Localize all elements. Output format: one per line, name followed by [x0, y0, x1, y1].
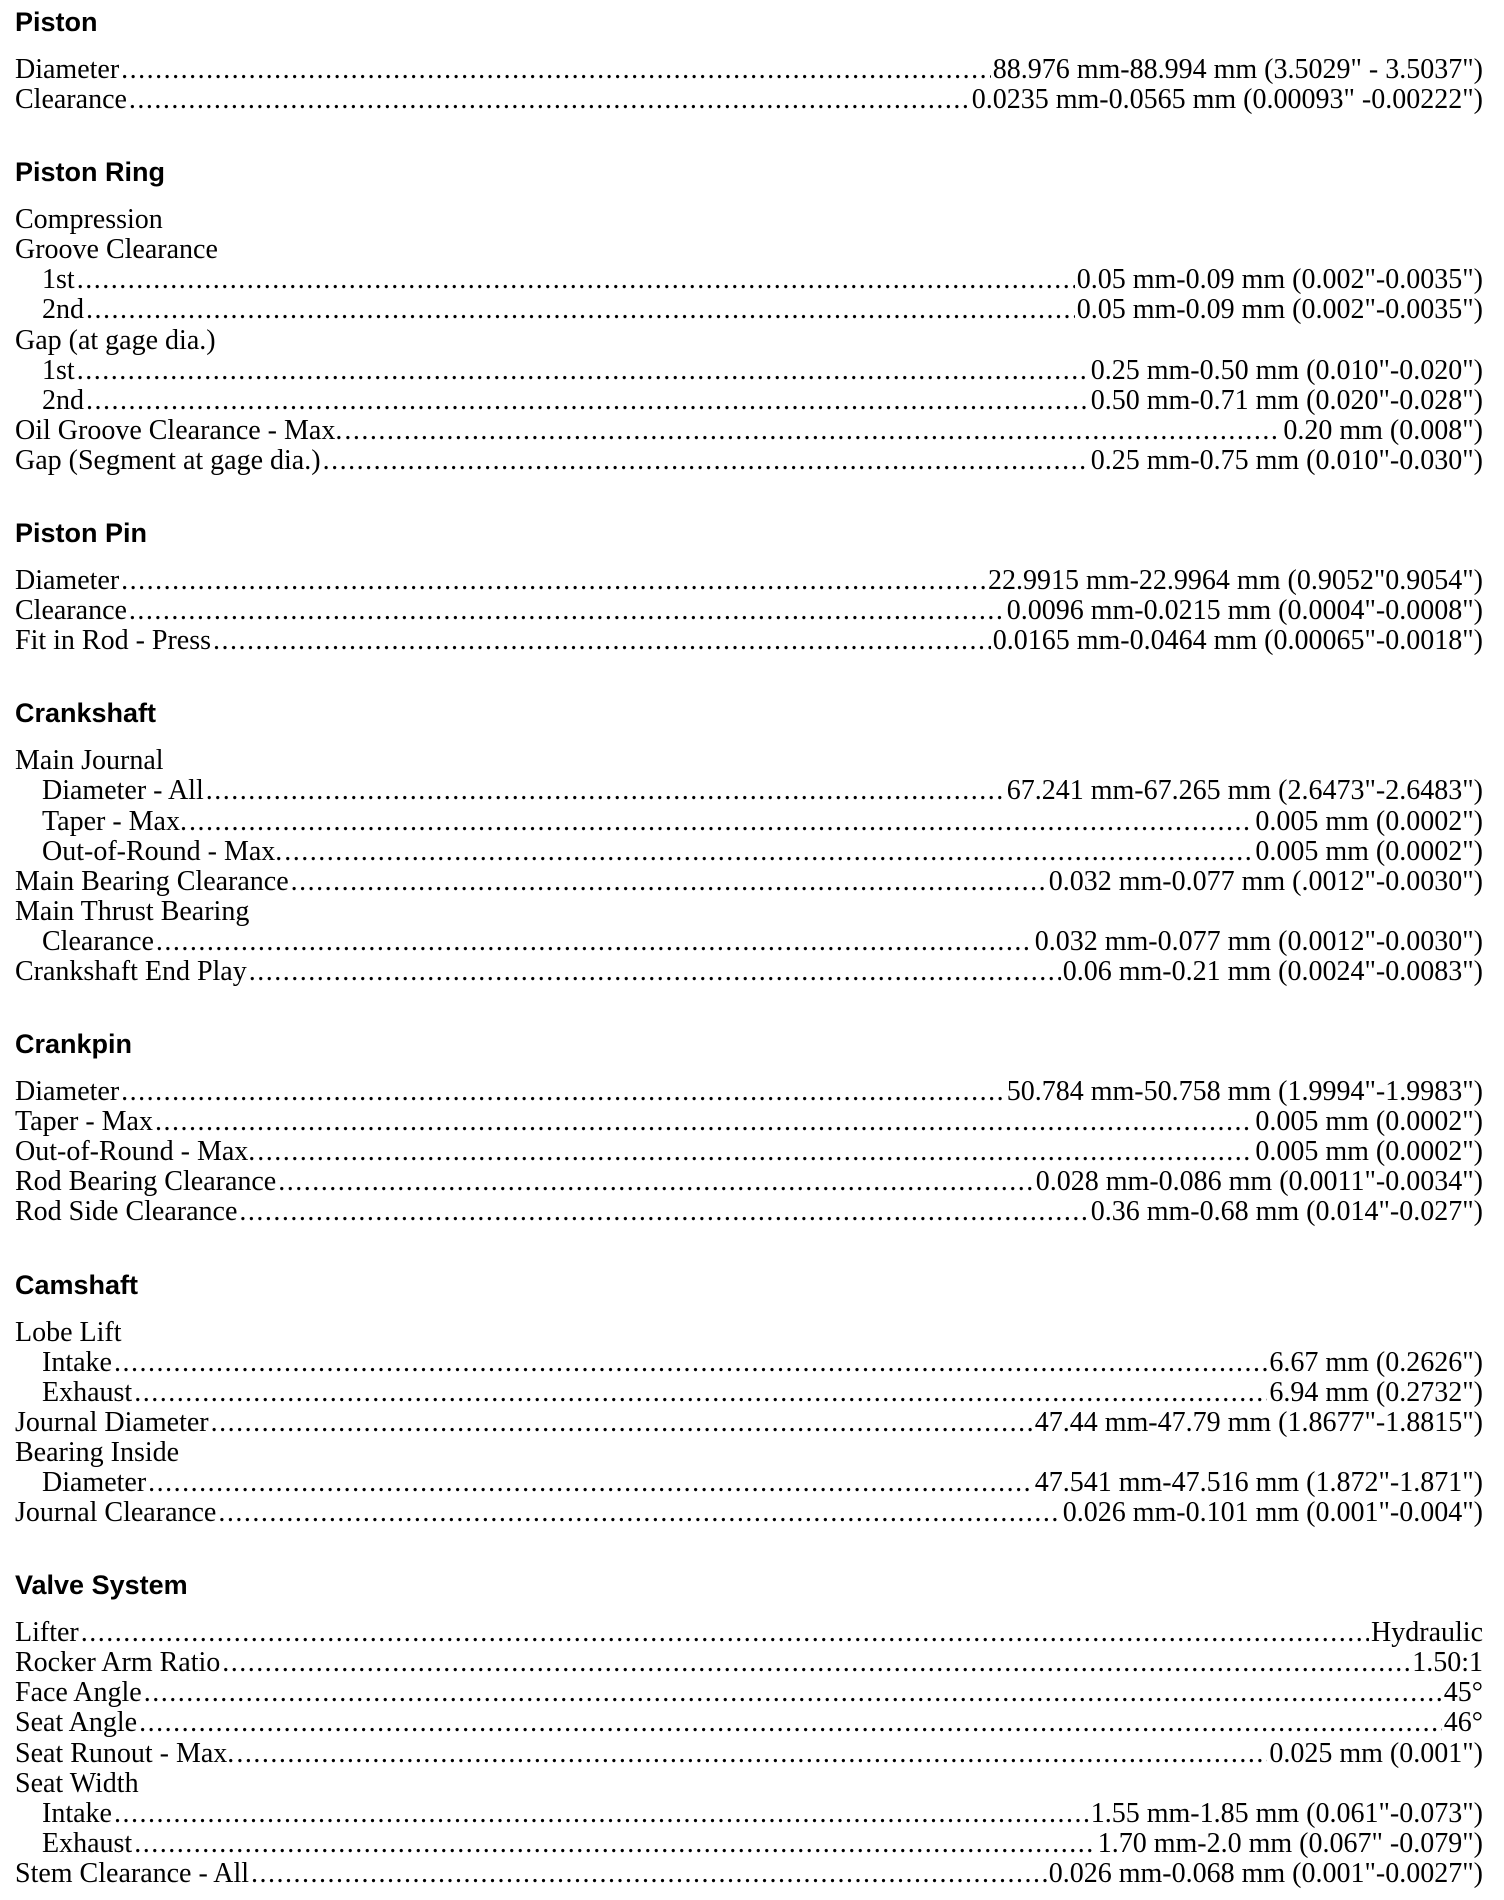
spec-value: 45° — [1443, 1677, 1483, 1709]
spec-row — [15, 1077, 1483, 1107]
spec-subheading — [15, 746, 1483, 776]
dot-leader — [77, 356, 1089, 386]
spec-label: Out-of-Round - Max. — [42, 835, 283, 867]
spec-row — [15, 446, 1483, 476]
spec-label: Crankshaft End Play — [15, 955, 247, 987]
spec-row — [15, 776, 1483, 806]
spec-row — [15, 1618, 1483, 1648]
spec-label: Rocker Arm Ratio — [15, 1647, 221, 1679]
spec-row — [15, 1739, 1483, 1769]
spec-value: 0.032 mm-0.077 mm (0.0012"-0.0030") — [1034, 925, 1483, 957]
dot-leader — [86, 386, 1089, 416]
spec-value: 47.44 mm-47.79 mm (1.8677"-1.8815") — [1034, 1406, 1483, 1438]
section-heading: Crankpin — [15, 1029, 133, 1060]
dot-leader — [249, 957, 1061, 987]
spec-value: 0.0165 mm-0.0464 mm (0.00065"-0.0018") — [992, 625, 1483, 657]
spec-value: 0.0096 mm-0.0215 mm (0.0004"-0.0008") — [1006, 595, 1483, 627]
spec-label: 1st — [42, 264, 75, 296]
dot-leader — [148, 1468, 1033, 1498]
spec-value: 0.25 mm-0.75 mm (0.010"-0.030") — [1090, 444, 1483, 476]
spec-label: Seat Runout - Max. — [15, 1737, 235, 1769]
dot-leader — [251, 1859, 1047, 1889]
dot-leader — [134, 1829, 1096, 1859]
spec-label: 1st — [42, 354, 75, 386]
spec-value: 47.541 mm-47.516 mm (1.872"-1.871") — [1034, 1467, 1483, 1498]
spec-label: Seat Angle — [15, 1707, 138, 1739]
spec-row — [15, 1137, 1483, 1167]
spec-row — [15, 1678, 1483, 1708]
spec-row — [15, 867, 1483, 897]
dot-leader — [114, 1799, 1089, 1829]
spec-row — [15, 295, 1483, 325]
spec-label: Lifter — [15, 1617, 79, 1649]
spec-value: 0.20 mm (0.008") — [1283, 414, 1483, 446]
spec-label: Diameter — [15, 1076, 120, 1108]
spec-value: 50.784 mm-50.758 mm (1.9994"-1.9983") — [1006, 1076, 1483, 1108]
spec-row — [15, 1348, 1483, 1378]
spec-label: Diameter — [15, 565, 120, 597]
spec-section — [15, 7, 1483, 115]
spec-value: 0.0235 mm-0.0565 mm (0.00093" -0.00222") — [971, 84, 1483, 116]
spec-row — [15, 957, 1483, 987]
spec-label: Diameter — [42, 1467, 147, 1498]
spec-row — [15, 626, 1483, 656]
spec-value: 0.005 mm (0.0002") — [1255, 805, 1483, 837]
spec-value: 88.976 mm-88.994 mm (3.5029" - 3.5037") — [992, 54, 1483, 85]
spec-row — [15, 1708, 1483, 1738]
spec-label: Face Angle — [15, 1677, 142, 1709]
spec-row — [15, 1799, 1483, 1829]
dot-leader — [278, 1167, 1034, 1197]
section-heading: Piston — [15, 7, 98, 37]
spec-value: 0.50 mm-0.71 mm (0.020"-0.028") — [1090, 384, 1483, 416]
spec-row — [15, 55, 1483, 85]
dot-leader — [81, 1618, 1369, 1648]
dot-leader — [121, 566, 986, 596]
spec-label: Journal Clearance — [15, 1497, 217, 1529]
dot-leader — [114, 1348, 1267, 1378]
dot-leader — [344, 416, 1281, 446]
spec-value: 0.25 mm-0.50 mm (0.010"-0.020") — [1090, 354, 1483, 386]
dot-leader — [139, 1708, 1442, 1738]
spec-section — [15, 1570, 1483, 1889]
spec-value: 46° — [1443, 1707, 1483, 1739]
spec-subheading — [15, 326, 1483, 356]
spec-value: 6.67 mm (0.2626") — [1269, 1346, 1483, 1378]
spec-document — [15, 7, 1483, 1889]
spec-section — [15, 157, 1483, 476]
spec-value: 0.026 mm-0.068 mm (0.001"-0.0027") — [1048, 1857, 1483, 1889]
spec-row — [15, 1197, 1483, 1227]
spec-value: 0.028 mm-0.086 mm (0.0011"-0.0034") — [1035, 1166, 1483, 1198]
dot-leader — [86, 295, 1075, 325]
spec-subheading — [15, 1769, 1483, 1799]
dot-leader — [129, 85, 970, 115]
spec-value: Hydraulic — [1371, 1617, 1483, 1649]
spec-label: Oil Groove Clearance - Max. — [15, 414, 343, 446]
dot-leader — [211, 1408, 1033, 1438]
spec-row — [15, 1408, 1483, 1438]
spec-label: Exhaust — [42, 1376, 133, 1408]
spec-row — [15, 386, 1483, 416]
spec-label: Clearance — [15, 84, 127, 116]
spec-label: Rod Side Clearance — [15, 1196, 238, 1228]
spec-value: 0.36 mm-0.68 mm (0.014"-0.027") — [1090, 1196, 1483, 1228]
dot-leader — [206, 776, 1005, 806]
spec-label: Main Bearing Clearance — [15, 865, 289, 897]
dot-leader — [121, 1077, 1005, 1107]
dot-leader — [144, 1678, 1442, 1708]
spec-row — [15, 1107, 1483, 1137]
dot-leader — [129, 596, 1005, 626]
spec-value: 0.06 mm-0.21 mm (0.0024"-0.0083") — [1062, 955, 1483, 987]
spec-label: Diameter — [15, 54, 120, 85]
spec-subheading — [15, 897, 1483, 927]
spec-label: Taper - Max. — [42, 805, 187, 837]
spec-label: Main Thrust Bearing — [15, 895, 250, 927]
spec-label: Gap (Segment at gage dia.) — [15, 444, 321, 476]
spec-label: Stem Clearance - All — [15, 1857, 250, 1889]
spec-section — [15, 1029, 1483, 1227]
spec-label: Lobe Lift — [15, 1316, 122, 1348]
spec-row — [15, 1498, 1483, 1528]
spec-row — [15, 596, 1483, 626]
spec-row — [15, 1167, 1483, 1197]
spec-label: Fit in Rod - Press — [15, 625, 212, 657]
spec-subheading — [15, 205, 1483, 235]
spec-row — [15, 1829, 1483, 1859]
dot-leader — [77, 265, 1075, 295]
spec-value: 0.025 mm (0.001") — [1269, 1737, 1483, 1769]
spec-value: 0.005 mm (0.0002") — [1255, 835, 1483, 867]
spec-label: Clearance — [15, 595, 127, 627]
dot-leader — [236, 1739, 1267, 1769]
spec-row — [15, 265, 1483, 295]
spec-row — [15, 837, 1483, 867]
spec-label: Intake — [42, 1346, 112, 1378]
spec-row — [15, 807, 1483, 837]
spec-value: 0.032 mm-0.077 mm (.0012"-0.0030") — [1048, 865, 1483, 897]
spec-value: 1.50:1 — [1412, 1647, 1483, 1679]
spec-label: Gap (at gage dia.) — [15, 324, 216, 356]
spec-row — [15, 1859, 1483, 1889]
section-heading: Piston Ring — [15, 157, 165, 188]
spec-label: Clearance — [42, 925, 154, 957]
dot-leader — [134, 1378, 1267, 1408]
spec-row — [15, 1468, 1483, 1498]
spec-label: 2nd — [42, 294, 84, 326]
spec-value: 0.05 mm-0.09 mm (0.002"-0.0035") — [1076, 264, 1483, 296]
spec-row — [15, 356, 1483, 386]
spec-subheading — [15, 235, 1483, 265]
spec-value: 22.9915 mm-22.9964 mm (0.9052"0.9054") — [988, 565, 1483, 597]
spec-label: Compression — [15, 204, 163, 236]
dot-leader — [239, 1197, 1088, 1227]
spec-value: 1.70 mm-2.0 mm (0.067" -0.079") — [1097, 1827, 1483, 1859]
spec-value: 0.05 mm-0.09 mm (0.002"-0.0035") — [1076, 294, 1483, 326]
spec-label: Intake — [42, 1797, 112, 1829]
spec-row — [15, 566, 1483, 596]
spec-label: Journal Diameter — [15, 1406, 209, 1438]
spec-value: 1.55 mm-1.85 mm (0.061"-0.073") — [1090, 1797, 1483, 1829]
dot-leader — [291, 867, 1047, 897]
spec-label: Out-of-Round - Max. — [15, 1136, 256, 1168]
spec-section — [15, 698, 1483, 987]
dot-leader — [121, 55, 991, 85]
spec-label: 2nd — [42, 384, 84, 416]
section-heading: Camshaft — [15, 1269, 139, 1300]
dot-leader — [189, 807, 1253, 837]
spec-row — [15, 927, 1483, 957]
spec-section — [15, 1270, 1483, 1529]
spec-label: Taper - Max — [15, 1106, 153, 1138]
dot-leader — [323, 446, 1089, 476]
dot-leader — [284, 837, 1253, 867]
spec-value: 6.94 mm (0.2732") — [1269, 1376, 1483, 1408]
spec-row — [15, 1648, 1483, 1678]
spec-label: Groove Clearance — [15, 234, 218, 266]
spec-label: Main Journal — [15, 745, 164, 777]
spec-value: 0.005 mm (0.0002") — [1255, 1136, 1483, 1168]
spec-value: 0.005 mm (0.0002") — [1255, 1106, 1483, 1138]
spec-row — [15, 85, 1483, 115]
dot-leader — [257, 1137, 1253, 1167]
dot-leader — [218, 1498, 1060, 1528]
spec-row — [15, 416, 1483, 446]
spec-subheading — [15, 1438, 1483, 1468]
dot-leader — [156, 927, 1033, 957]
section-heading: Valve System — [15, 1570, 188, 1601]
spec-label: Exhaust — [42, 1827, 133, 1859]
dot-leader — [155, 1107, 1253, 1137]
section-heading: Piston Pin — [15, 518, 148, 549]
dot-leader — [213, 626, 991, 656]
spec-subheading — [15, 1318, 1483, 1348]
spec-value: 67.241 mm-67.265 mm (2.6473"-2.6483") — [1006, 775, 1483, 807]
dot-leader — [222, 1648, 1410, 1678]
spec-label: Seat Width — [15, 1767, 139, 1799]
spec-row — [15, 1378, 1483, 1408]
spec-label: Rod Bearing Clearance — [15, 1166, 277, 1198]
spec-value: 0.026 mm-0.101 mm (0.001"-0.004") — [1062, 1497, 1483, 1529]
spec-label: Bearing Inside — [15, 1436, 180, 1468]
spec-label: Diameter - All — [42, 775, 204, 807]
section-heading: Crankshaft — [15, 698, 157, 729]
spec-section — [15, 518, 1483, 656]
